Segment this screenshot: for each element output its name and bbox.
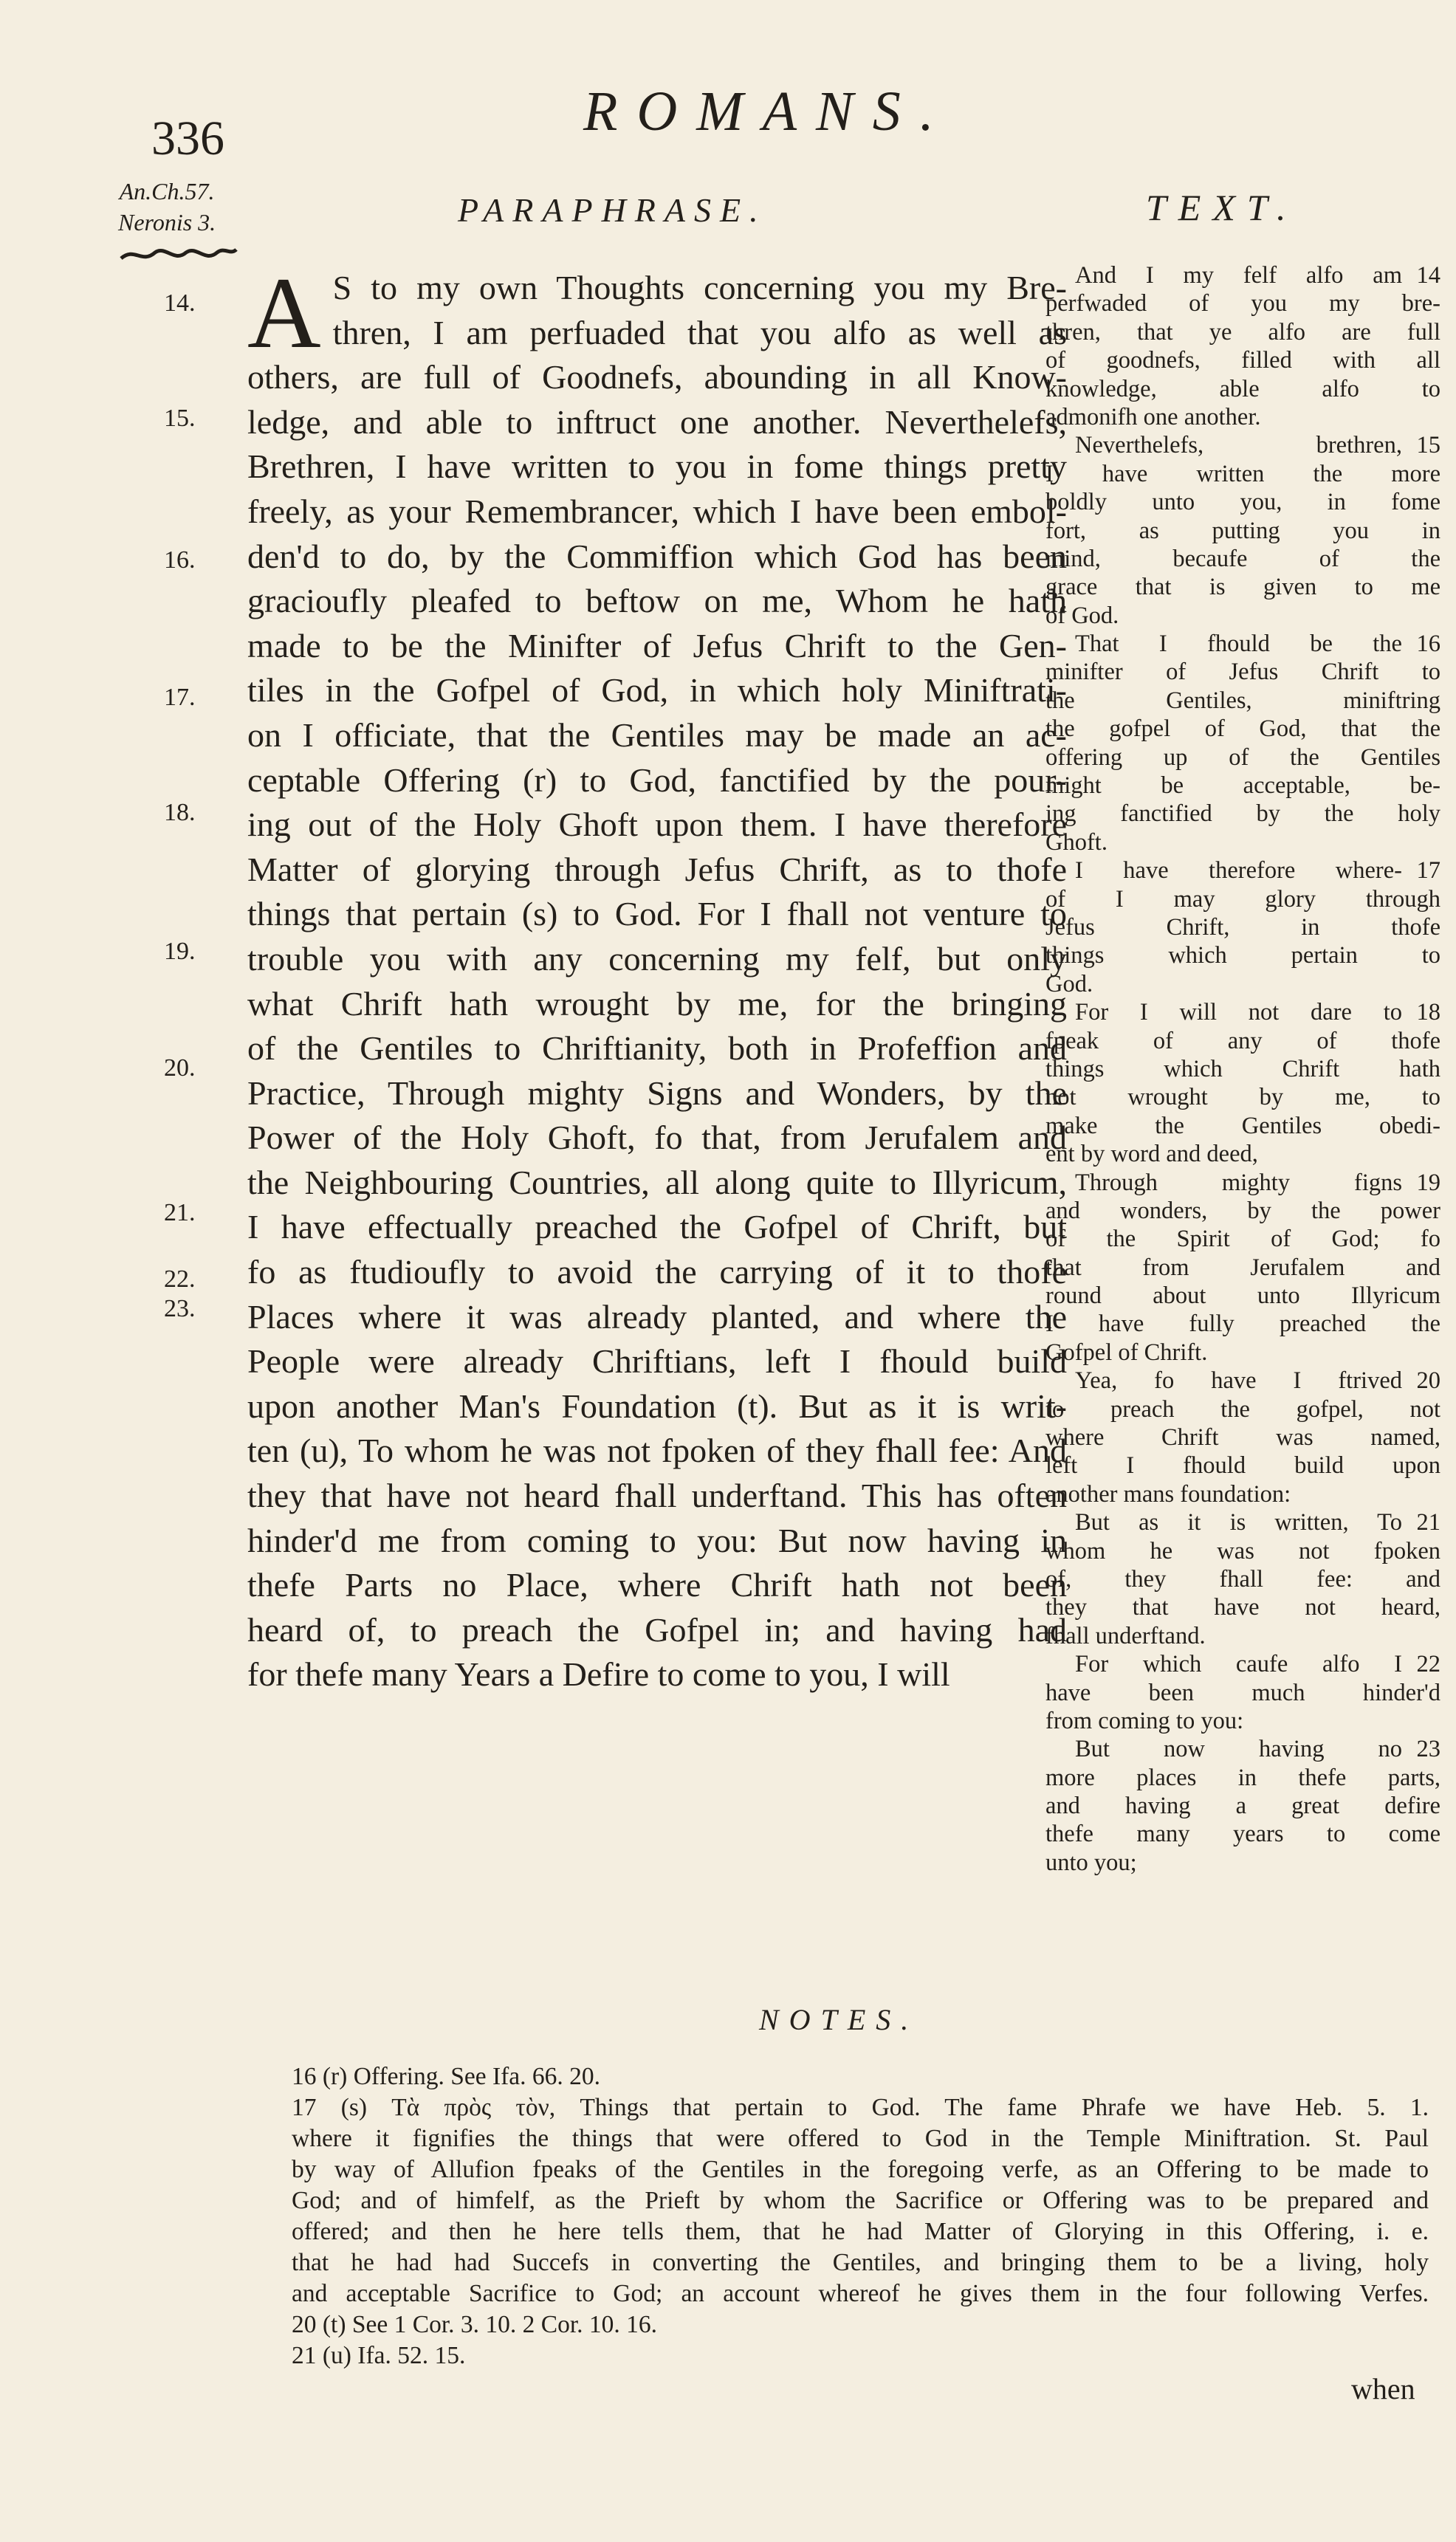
notes-heading: NOTES. (759, 2003, 919, 2036)
text-line-content: admonifh one another. (1045, 403, 1261, 430)
note-line: 17 (s) Τὰ πρὸς τὸν, Things that pertain to God. The fame Phrafe we have Heb. 5. 1. (292, 2094, 1429, 2121)
text-line (1045, 1565, 1440, 1593)
paraphrase-line: S to my own Thoughts concerning you my Bre- (332, 269, 1067, 306)
text-line (1045, 1650, 1440, 1678)
paraphrase-line: I have effectually preached the Gofpel of Chrift, but (247, 1208, 1067, 1246)
text-line (1045, 658, 1440, 686)
text-verse-number: 17 (1416, 857, 1440, 884)
text-line-content: and having a great defire (1045, 1793, 1440, 1820)
text-line (1045, 1735, 1440, 1763)
text-line-content: Yea, fo have I ftrived (1075, 1367, 1402, 1395)
note-line: where it fignifies the things that were offered to God in the Temple Miniftration. St. Paul (292, 2125, 1429, 2152)
text-line-content: Through mighty figns (1075, 1169, 1402, 1196)
text-line-content: thefe many years to come (1045, 1821, 1440, 1848)
text-line (1045, 1707, 1440, 1735)
text-line-content: where Chrift was named, (1045, 1424, 1440, 1452)
page-number: 336 (151, 111, 224, 165)
paraphrase-line: they that have not heard fhall underftand. This has often (247, 1477, 1067, 1515)
verse-number: 16. (164, 546, 196, 574)
text-line-content: Gofpel of Chrift. (1045, 1339, 1208, 1366)
running-title: ROMANS. (583, 80, 953, 142)
text-line (1045, 1140, 1440, 1168)
paraphrase-line: the Neighbouring Countries, all along quite to Illyricum, (247, 1163, 1067, 1201)
text-line-content: Neverthelefs, brethren, (1075, 432, 1402, 459)
text-line (1045, 1537, 1440, 1565)
text-line-content: have been much hinder'd (1045, 1679, 1440, 1706)
paraphrase-line: made to be the Minifter of Jefus Chrift to the Gen- (247, 626, 1067, 664)
text-verse-number: 21 (1416, 1509, 1440, 1536)
catchword: when (1351, 2372, 1415, 2405)
text-line-content: thren, that ye alfo are full (1045, 318, 1440, 346)
text-line-content: That I fhould be the (1075, 631, 1402, 658)
verse-number: 21. (164, 1199, 196, 1226)
paraphrase-line: on I officiate, that the Gentiles may be made an ac- (247, 715, 1067, 754)
paraphrase-line: freely, as your Remembrancer, which I have been embol- (247, 492, 1067, 530)
text-line (1045, 715, 1440, 743)
text-line-content: grace that is given to me (1045, 574, 1440, 601)
margin-date-reign: Neronis 3. (118, 209, 216, 236)
paraphrase-line: things that pertain (s) to God. For I fhall not venture to (247, 895, 1067, 933)
paraphrase-line: for thefe many Years a Defire to come to you, I will (247, 1655, 950, 1694)
text-line (1045, 1423, 1440, 1452)
text-line-content: boldly unto you, in fome (1045, 489, 1440, 516)
text-line (1045, 1112, 1440, 1140)
paraphrase-column (247, 256, 1067, 1697)
text-line (1045, 743, 1440, 772)
text-line (1045, 573, 1440, 601)
text-line (1045, 602, 1440, 630)
text-line-content: But now having no (1075, 1736, 1402, 1763)
text-line-content: that from Jerufalem and (1045, 1254, 1440, 1281)
text-line-content: of goodnefs, filled with all (1045, 347, 1440, 374)
paraphrase-line: Power of the Holy Ghoft, fo that, from Jerufalem and (247, 1119, 1067, 1157)
text-line-content: of God. (1045, 602, 1119, 629)
text-line-content: they that have not heard, (1045, 1594, 1440, 1621)
text-line (1045, 941, 1440, 969)
text-line-content: ing fanctified by the holy (1045, 800, 1440, 828)
paraphrase-line: People were already Chriftians, left I fhould build (247, 1342, 1067, 1381)
text-line-content: I have fully preached the (1045, 1310, 1440, 1338)
verse-number: 23. (164, 1295, 196, 1322)
paraphrase-line: hinder'd me from coming to you: But now having in (247, 1521, 1067, 1559)
text-line-content: and wonders, by the power (1045, 1197, 1440, 1224)
text-line (1045, 1197, 1440, 1225)
paraphrase-line: heard of, to preach the Gofpel in; and having had (247, 1610, 1067, 1649)
note-line: and acceptable Sacrifice to God; an account whereof he gives them in the four following Verfes. (292, 2280, 1429, 2307)
text-line-content: God. (1045, 970, 1093, 997)
text-line (1045, 1395, 1440, 1423)
text-line-content: knowledge, able alfo to (1045, 375, 1440, 402)
text-line-content: make the Gentiles obedi- (1045, 1112, 1440, 1139)
text-line-content: things which Chrift hath (1045, 1055, 1440, 1082)
paraphrase-line: what Chrift hath wrought by me, for the bringing (247, 984, 1067, 1023)
text-line (1045, 1254, 1440, 1282)
text-line (1045, 318, 1440, 346)
text-line-content: I have written the more (1045, 460, 1440, 487)
verse-number: 19. (164, 938, 196, 965)
paraphrase-line: trouble you with any concerning my felf, but only (247, 939, 1067, 978)
text-line (1045, 1055, 1440, 1083)
text-line-content: left I fhould build upon (1045, 1452, 1440, 1480)
paraphrase-line: ceptable Offering (r) to God, fanctified by the pour- (247, 760, 1067, 799)
note-line: by way of Allufion fpeaks of the Gentiles in the foregoing verfe, as an Offering to be made to (292, 2156, 1429, 2183)
text-line (1045, 1679, 1440, 1707)
note-line: 21 (u) Ifa. 52. 15. (292, 2342, 466, 2369)
paraphrase-heading: PARAPHRASE. (458, 191, 767, 229)
text-line-content: the Gentiles, miniftring (1045, 687, 1440, 714)
text-line (1045, 1820, 1440, 1848)
text-line (1045, 913, 1440, 941)
text-line (1045, 1282, 1440, 1310)
verse-number: 14. (164, 289, 196, 317)
text-line-content: might be acceptable, be- (1045, 772, 1440, 800)
note-line: that he had had Succefs in converting the Gentiles, and bringing them to be a living, holy (292, 2249, 1429, 2276)
paraphrase-line: ledge, and able to inftruct one another. Neverthelefs, (247, 402, 1067, 441)
paraphrase-line: thren, I am perfuaded that you alfo as well as (332, 313, 1067, 351)
text-verse-number: 16 (1416, 631, 1440, 658)
text-line-content: Jefus Chrift, in thofe (1045, 913, 1440, 941)
note-line: God; and of himfelf, as the Prieft by whom the Sacrifice or Offering was to be prepared and (292, 2187, 1429, 2214)
text-line (1045, 403, 1440, 431)
verse-number: 20. (164, 1054, 196, 1082)
text-line-content: from coming to you: (1045, 1707, 1244, 1734)
paraphrase-line: tiles in the Gofpel of God, in which holy Miniftrati- (247, 671, 1067, 710)
note-line: 20 (t) See 1 Cor. 3. 10. 2 Cor. 10. 16. (292, 2311, 658, 2338)
text-line-content: offering up of the Gentiles (1045, 743, 1440, 771)
note-line: offered; and then he here tells them, that he had Matter of Glorying in this Offering, i. e. (292, 2218, 1429, 2245)
text-verse-number: 14 (1416, 262, 1440, 289)
paraphrase-line: Brethren, I have written to you in fome things pretty (247, 447, 1067, 486)
text-verse-number: 18 (1416, 999, 1440, 1026)
ornament-flourish (120, 245, 238, 264)
text-line (1045, 1367, 1440, 1395)
text-line (1045, 630, 1440, 658)
verse-number: 15. (164, 405, 196, 432)
text-line-content: I have therefore where- (1075, 857, 1402, 884)
verse-number: 17. (164, 684, 196, 711)
paraphrase-line: ing out of the Holy Ghoft upon them. I have therefore (247, 805, 1067, 844)
text-line-content: fpeak of any of thofe (1045, 1027, 1440, 1054)
text-verse-number: 23 (1416, 1736, 1440, 1763)
text-line-content: not wrought by me, to (1045, 1084, 1440, 1111)
text-line (1045, 998, 1440, 1026)
text-line (1045, 488, 1440, 516)
text-line (1045, 289, 1440, 317)
text-verse-number: 15 (1416, 432, 1440, 459)
paraphrase-line: others, are full of Goodnefs, abounding in all Know- (247, 358, 1067, 396)
paraphrase-line: gracioufly pleafed to beftow on me, Whom he hath (247, 582, 1067, 620)
text-line (1045, 375, 1440, 403)
text-line-content: And I my felf alfo am (1075, 262, 1402, 289)
text-line-content: Ghoft. (1045, 828, 1108, 856)
text-line (1045, 1792, 1440, 1820)
text-line-content: of, they fhall fee: and (1045, 1565, 1440, 1593)
text-line-content: of the Spirit of God; fo (1045, 1226, 1440, 1253)
scripture-text-column (1045, 261, 1440, 1877)
text-line (1045, 828, 1440, 856)
text-line-content: mind, becaufe of the (1045, 545, 1440, 572)
text-line (1045, 1480, 1440, 1508)
text-line-content: the gofpel of God, that the (1045, 715, 1440, 743)
text-line (1045, 1310, 1440, 1338)
text-line (1045, 517, 1440, 545)
text-line-content: For which caufe alfo I (1075, 1651, 1402, 1678)
text-line (1045, 1027, 1440, 1055)
text-line-content: another mans foundation: (1045, 1480, 1291, 1508)
text-line (1045, 1849, 1440, 1877)
text-line-content: fort, as putting you in (1045, 517, 1440, 544)
text-line (1045, 1764, 1440, 1792)
paraphrase-line: ten (u), To whom he was not fpoken of they fhall fee: And (247, 1432, 1067, 1470)
text-line (1045, 800, 1440, 828)
text-line (1045, 1622, 1440, 1650)
paraphrase-line: Matter of glorying through Jefus Chrift, as to thofe (247, 850, 1067, 888)
margin-date-year: An.Ch.57. (119, 178, 215, 205)
text-line-content: more places in thefe parts, (1045, 1764, 1440, 1791)
text-line-content: For I will not dare to (1075, 999, 1402, 1026)
text-line (1045, 346, 1440, 374)
text-line (1045, 856, 1440, 884)
text-line (1045, 1083, 1440, 1111)
text-line (1045, 885, 1440, 913)
text-line (1045, 261, 1440, 289)
text-line-content: minifter of Jefus Chrift to (1045, 659, 1440, 686)
paraphrase-line: Practice, Through mighty Signs and Wonders, by the (247, 1074, 1067, 1112)
text-line-content: But as it is written, To (1075, 1509, 1402, 1536)
text-line-content: of I may glory through (1045, 885, 1440, 913)
text-line (1045, 1452, 1440, 1480)
text-line (1045, 772, 1440, 800)
paraphrase-line: of the Gentiles to Chriftianity, both in Profeffion and (247, 1029, 1067, 1068)
text-line (1045, 687, 1440, 715)
note-line: 16 (r) Offering. See Ifa. 66. 20. (292, 2063, 600, 2090)
text-line (1045, 431, 1440, 459)
text-line-content: things which pertain to (1045, 942, 1440, 969)
text-line (1045, 1225, 1440, 1253)
paraphrase-line: fo as ftudioufly to avoid the carrying of it to thofe (247, 1253, 1067, 1291)
text-line-content: round about unto Illyricum (1045, 1282, 1440, 1310)
text-line (1045, 1508, 1440, 1536)
verse-number: 22. (164, 1265, 196, 1293)
text-line (1045, 545, 1440, 573)
margin-date (118, 176, 216, 238)
verse-number: 18. (164, 799, 196, 826)
text-line-content: perfwaded of you my bre- (1045, 290, 1440, 317)
text-verse-number: 22 (1416, 1651, 1440, 1678)
text-line-content: ent by word and deed, (1045, 1141, 1258, 1168)
text-line-content: unto you; (1045, 1849, 1137, 1876)
text-line (1045, 460, 1440, 488)
text-line (1045, 970, 1440, 998)
text-line (1045, 1339, 1440, 1367)
paraphrase-line: upon another Man's Foundation (t). But as it is writ- (247, 1387, 1067, 1425)
text-line-content: whom he was not fpoken (1045, 1537, 1440, 1564)
paraphrase-line: Places where it was already planted, and where the (247, 1297, 1067, 1336)
text-line (1045, 1593, 1440, 1621)
text-line-content: to preach the gofpel, not (1045, 1395, 1440, 1423)
text-verse-number: 19 (1416, 1169, 1440, 1196)
text-verse-number: 20 (1416, 1367, 1440, 1395)
notes-block (292, 2061, 1429, 2371)
text-line-content: fhall underftand. (1045, 1622, 1206, 1649)
text-heading: TEXT. (1146, 187, 1298, 228)
paraphrase-line: den'd to do, by the Commiffion which God has been (247, 537, 1067, 575)
drop-cap: A (247, 256, 321, 369)
text-line (1045, 1169, 1440, 1197)
paraphrase-line: thefe Parts no Place, where Chrift hath not been (247, 1566, 1067, 1604)
